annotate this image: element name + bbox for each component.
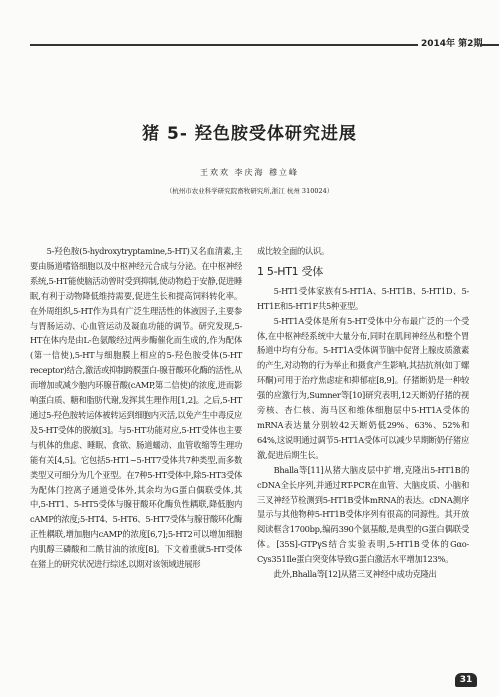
body-paragraph: 5-羟色胺(5-hydroxytryptamine,5-HT)又名血清素,主要由肠道嗜铬细胞以及中枢神经元合成与分泌。在中枢神经系统,5-HT能使脑活动曾时受到抑制,使动物趋于安静,促进睡眠,有利于动物降低维持需要,促进生长和提高饲料转化率。在外周组织,5-HT作为具有广泛生理活性的体液因子,主要参与胃肠运动、心血管运动及凝血功能的调节。研究发现,5-HT在体内是由L-色氨酸经过两步酶催化而生成的,作为配体(第一信使),5-HT与细胞膜上相应的5-羟色胺受体(5-HT receptor)结合,激活或抑制跨膜蛋白-腺苷酸环化酶的活性,从而增加或减少胞内环腺苷酸(cAMP,第二信使)的浓度,进而影响蛋白质、糖和脂肪代谢,发挥其生理作用[1,2]。之后,5-HT通过5-羟色胺转运体被转运到细胞内灭活,以免产生中毒反应及5-HT受体的脱敏[3]。与5-HT功能对应,5-HT受体也主要与机体的焦虑、睡眠、食欲、肠道蠕动、血管收缩等生理功能有关[4,5]。它包括5-HT1~5-HT7受体共7种类型,而多数类型又可细分为几个亚型。在7种5-HT受体中,除5-HT3受体为配体门控离子通道受体外,其余均为G蛋白偶联受体,其中,5-HT1、5-HT5受体与腺苷酸环化酶负性耦联,降低胞内cAMP的浓度;5-HT4、5-HT6、5-HT7受体与腺苷酸环化酶正性耦联,增加胞内cAMP的浓度[6,7];5-HT2可以增加细胞内肌醇三磷酸和二酰甘油的浓度[8]。下文着重就5-HT受体在猪上的研究状况进行综述,以期对该领域进展形 [30,246,242,570]
header-rule-tail [480,44,499,46]
body-paragraph-continued: 成比较全面的认识。 [257,246,329,256]
section-paragraph: Bhalla等[11]从猪大脑皮层中扩增,克隆出5-HT1B的cDNA全长序列,并通过RT-PCR在血管、大脑皮质、小脑和三叉神经节检测到5-HT1B受体mRNA的表达。cDNA测序显示与其他物种5-HT1B受体序列有很高的同源性。其开放阅读框含1700bp,编码390个氨基酸,是典型的G蛋白偶联受体。[35S]-GTPγS结合实验表明,5-HT1B受体的Gαo-Cys351Ile蛋白突变体导致G蛋白激活水平增加123%。 [257,464,469,565]
section-heading: 1 5-HT1 受体 [257,264,323,278]
section-paragraph: 5-HT1A受体是所有5-HT受体中分布最广泛的一个受体,在中枢神经系统中大量分布,同时在肌间神经丛和整个胃肠道中均有分布。5-HT1A受体调节脑中促肾上腺皮质激素的产生,对动物的行为举止和摄食产生影响,其拮抗剂(如丁螺环酮)可用于治疗焦虑症和抑郁症[8,9]。仔猪断奶是一种较强的应激行为,Sumner等[10]研究表明,12天断奶仔猪的视旁核、杏仁核、海马区和维体细胞层中5-HT1A受体的mRNA表达量分别较42天断奶低29%、63%、52%和64%,这说明通过调节5-HT1A受体可以减少早期断奶仔猪应激,促进后期生长。 [257,315,469,460]
header-rule [30,44,418,46]
section-paragraph: 此外,Bhalla等[12]从猪三叉神经中成功克隆出 [273,569,437,580]
section-paragraph: 5-HT1受体家族有5-HT1A、5-HT1B、5-HT1D、5-HT1E和5-HT1F共5种亚型。 [257,285,469,311]
left-column [30,244,242,572]
issue-label: 2014年 第2期 [421,39,483,49]
page-number: 31 [455,673,477,687]
article-authors: 王欢欢 李庆海 穆立峰 [199,168,300,177]
article-title: 猪 5- 羟色胺受体研究进展 [142,124,357,144]
right-column [257,244,469,582]
article-affiliation: （杭州市农业科学研究院畜牧研究所,浙江 杭州 310024） [165,187,334,195]
